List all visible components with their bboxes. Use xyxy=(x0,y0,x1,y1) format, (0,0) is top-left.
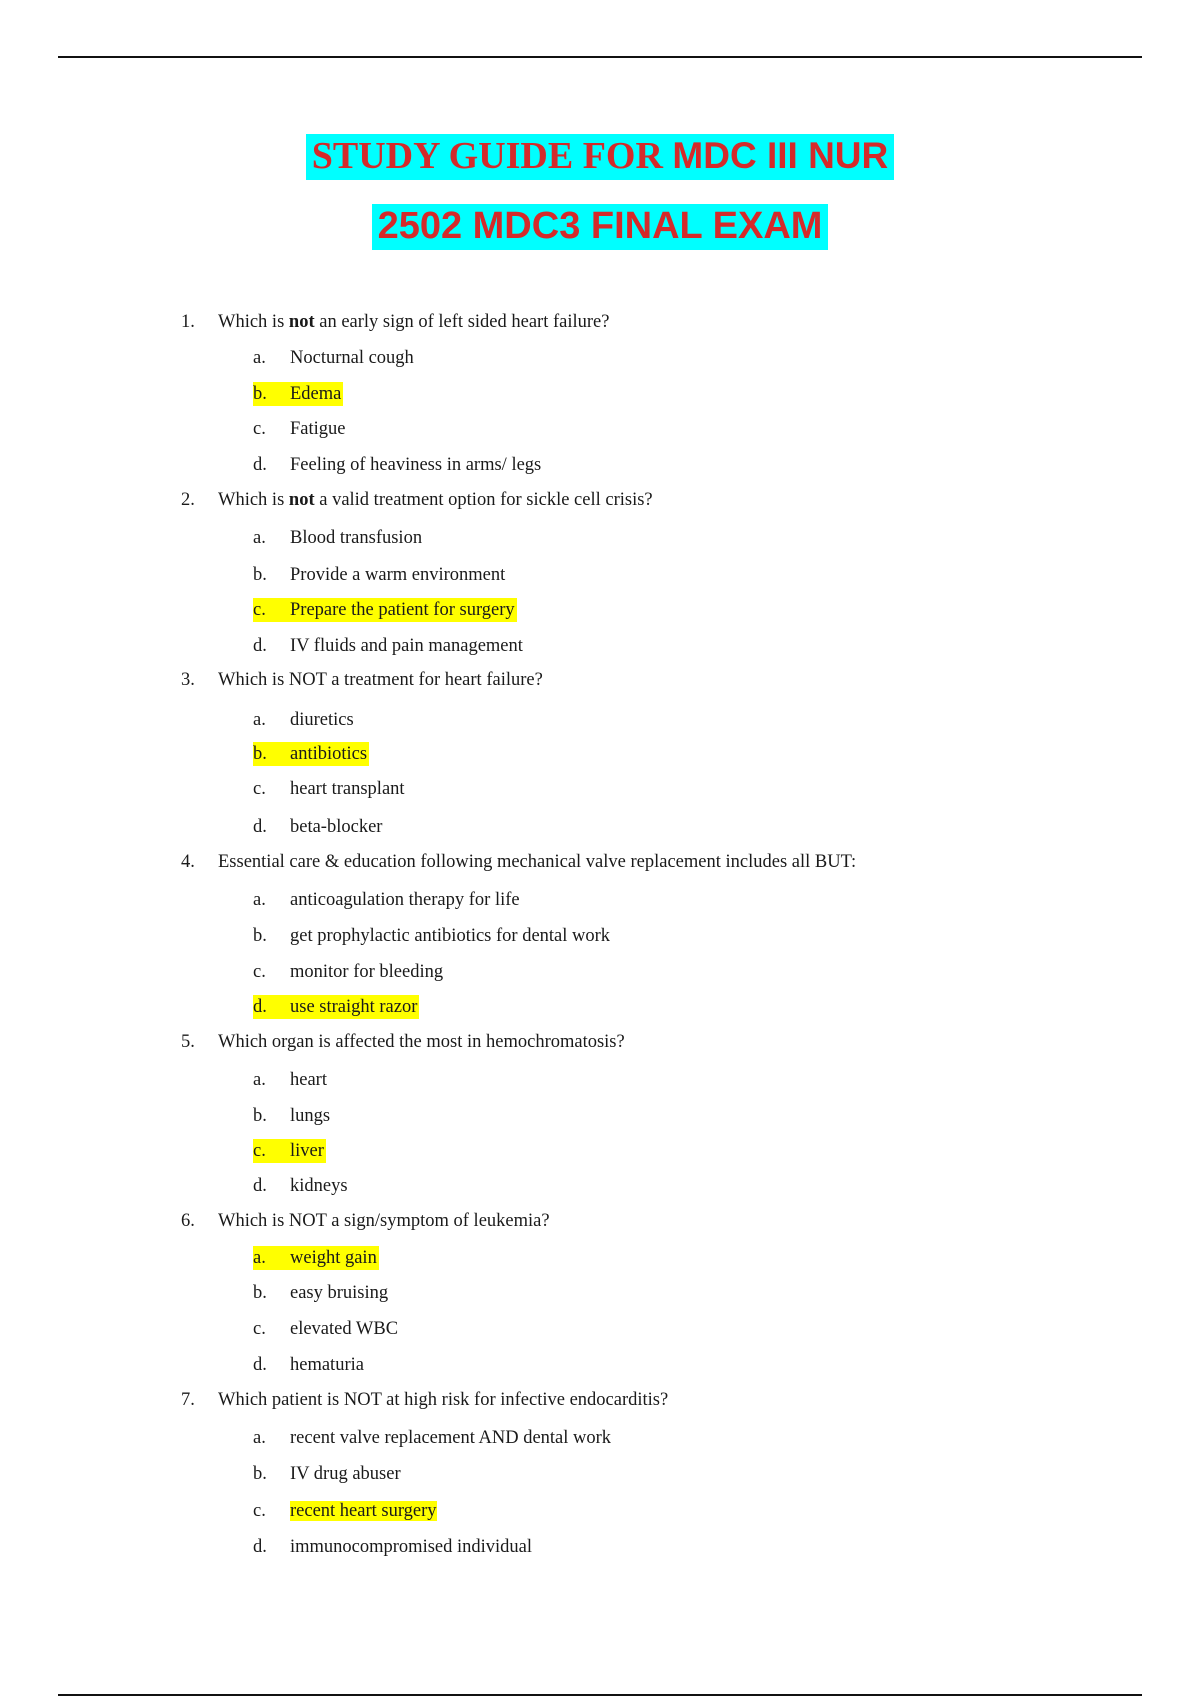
question-2: 2. Which is not a valid treatment option for sickle cell crisis? xyxy=(181,490,653,510)
option-2b: b. Provide a warm environment xyxy=(253,565,506,585)
option-6d: d. hematuria xyxy=(253,1355,364,1375)
question-7: 7. Which patient is NOT at high risk for infective endocarditis? xyxy=(181,1390,669,1410)
option-5d: d. kidneys xyxy=(253,1176,348,1196)
option-4d-answer: d. use straight razor xyxy=(253,997,418,1017)
bottom-rule xyxy=(58,1694,1142,1696)
option-2c-answer: c. Prepare the patient for surgery xyxy=(253,600,515,620)
option-3b-answer: b. antibiotics xyxy=(253,744,368,764)
option-5b: b. lungs xyxy=(253,1106,331,1126)
option-4a: a. anticoagulation therapy for life xyxy=(253,890,520,910)
document-title-line-1 xyxy=(0,134,1200,180)
title-serif-part: STUDY GUIDE FOR xyxy=(311,135,673,177)
option-6a-answer: a. weight gain xyxy=(253,1248,377,1268)
question-5: 5. Which organ is affected the most in hemochromatosis? xyxy=(181,1032,625,1052)
question-1: 1. Which is not an early sign of left sided heart failure? xyxy=(181,312,610,332)
option-5c-answer: c. liver xyxy=(253,1141,324,1161)
option-5a: a. heart xyxy=(253,1070,327,1090)
option-1a: a. Nocturnal cough xyxy=(253,348,414,368)
question-3: 3. Which is NOT a treatment for heart failure? xyxy=(181,670,543,690)
option-2d: d. IV fluids and pain management xyxy=(253,636,523,656)
option-3d: d. beta-blocker xyxy=(253,817,383,837)
option-1d: d. Feeling of heaviness in arms/ legs xyxy=(253,455,542,475)
option-2a: a. Blood transfusion xyxy=(253,528,423,548)
option-4c: c. monitor for bleeding xyxy=(253,962,444,982)
option-4b: b. get prophylactic antibiotics for dental work xyxy=(253,926,611,946)
option-1c: c. Fatigue xyxy=(253,419,346,439)
option-1b-answer: b. Edema xyxy=(253,384,342,404)
option-3c: c. heart transplant xyxy=(253,779,405,799)
option-3a: a. diuretics xyxy=(253,710,354,730)
option-7c-answer: c. recent heart surgery xyxy=(253,1501,437,1521)
option-6c: c. elevated WBC xyxy=(253,1319,399,1339)
option-7b: b. IV drug abuser xyxy=(253,1464,401,1484)
question-6: 6. Which is NOT a sign/symptom of leukemia? xyxy=(181,1211,550,1231)
option-6b: b. easy bruising xyxy=(253,1283,389,1303)
option-7a: a. recent valve replacement AND dental work xyxy=(253,1428,612,1448)
title-line-2-text: 2502 MDC3 FINAL EXAM xyxy=(372,204,829,250)
title-sans-part: MDC III NUR xyxy=(672,135,889,176)
document-title-line-2 xyxy=(0,204,1200,250)
top-rule xyxy=(58,56,1142,58)
question-4: 4. Essential care & education following mechanical valve replacement includes all BUT: xyxy=(181,852,857,872)
option-7d: d. immunocompromised individual xyxy=(253,1537,533,1557)
